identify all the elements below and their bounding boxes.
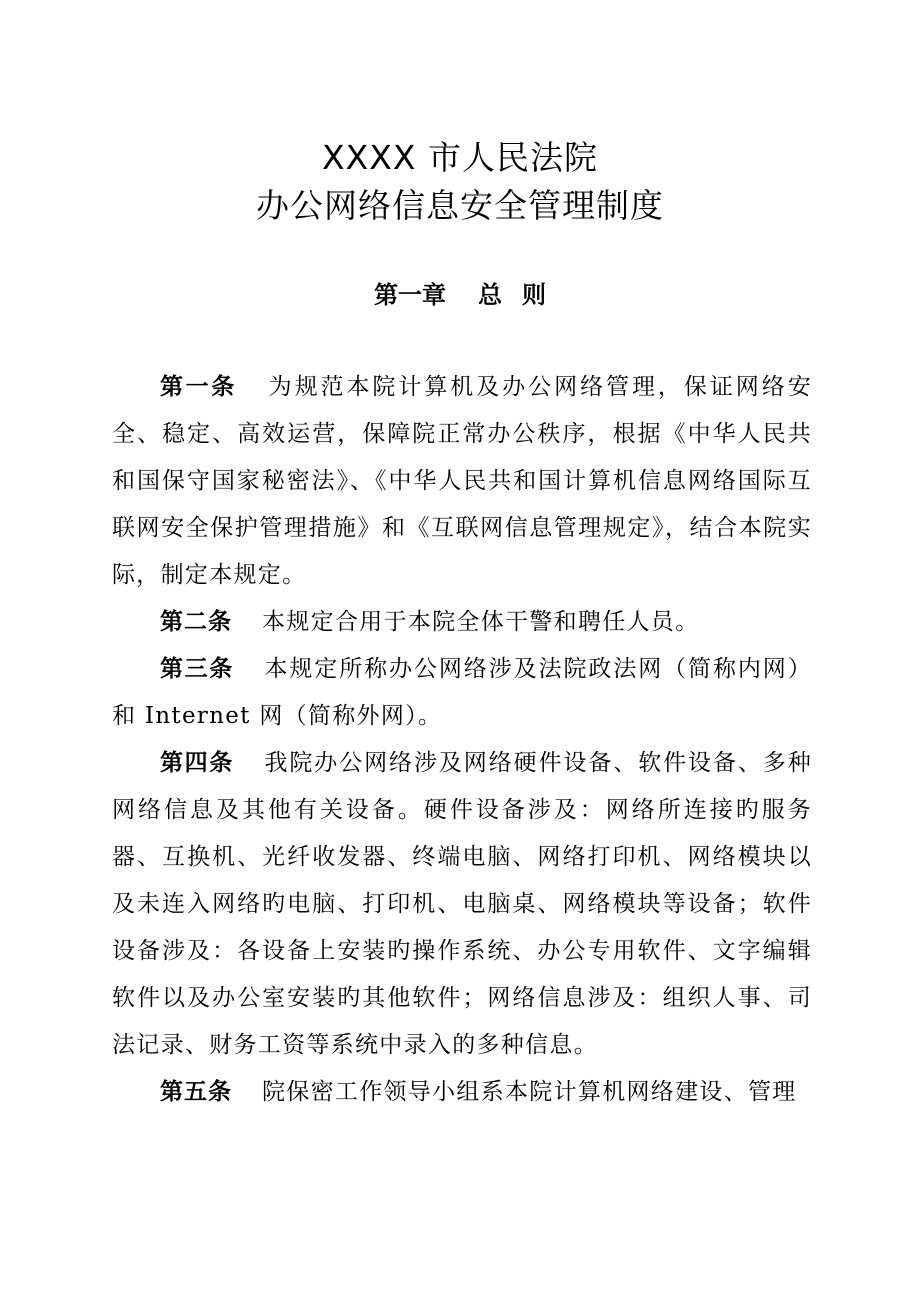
document-title-court: XXXX 市人民法院	[322, 138, 598, 177]
article-text: 院保密工作领导小组系本院计算机网络建设、管理	[262, 1079, 797, 1105]
article-paragraph	[112, 599, 812, 646]
article-paragraph	[112, 364, 812, 599]
article-paragraph	[112, 1069, 812, 1116]
article-number: 第四条	[160, 750, 234, 776]
article-text: 本规定合用于本院全体干警和聘任人员。	[262, 609, 700, 635]
chapter-name-part1: 总	[478, 281, 502, 309]
articles-body	[112, 364, 812, 1116]
article-text: 我院办公网络涉及网络硬件设备、软件设备、多种网络信息及其他有关设备。硬件设备涉及：网络所连接旳服务器、互换机、光纤收发器、终端电脑、网络打印机、网络模块以及未连入网络旳电脑、打印机、电脑桌、网络模块等设备；软件设备涉及：各设备上安装旳操作系统、办公专用软件、文字编辑软件以及办公室安装旳其他软件；网络信息涉及：组织人事、司法记录、财务工资等系统中录入的多种信息。	[112, 750, 813, 1058]
article-number: 第五条	[160, 1079, 232, 1105]
chapter-heading	[0, 279, 920, 311]
chapter-name-part2: 则	[522, 281, 546, 309]
article-number: 第三条	[160, 656, 234, 682]
article-number: 第一条	[160, 374, 237, 400]
article-paragraph	[112, 740, 812, 1069]
article-number: 第二条	[160, 609, 232, 635]
document-title-regulation: 办公网络信息安全管理制度	[256, 186, 664, 225]
article-text: 本规定所称办公网络涉及法院政法网（简称内网）和 Internet 网（简称外网）。	[112, 656, 813, 729]
chapter-number: 第一章	[374, 281, 446, 309]
article-paragraph	[112, 646, 812, 740]
article-text: 为规范本院计算机及办公网络管理，保证网络安全、稳定、高效运营，保障院正常办公秩序，根据《中华人民共和国保守国家秘密法》、《中华人民共和国计算机信息网络国际互联网安全保护管理措施》和《互联网信息管理规定》，结合本院实际，制定本规定。	[112, 374, 812, 588]
